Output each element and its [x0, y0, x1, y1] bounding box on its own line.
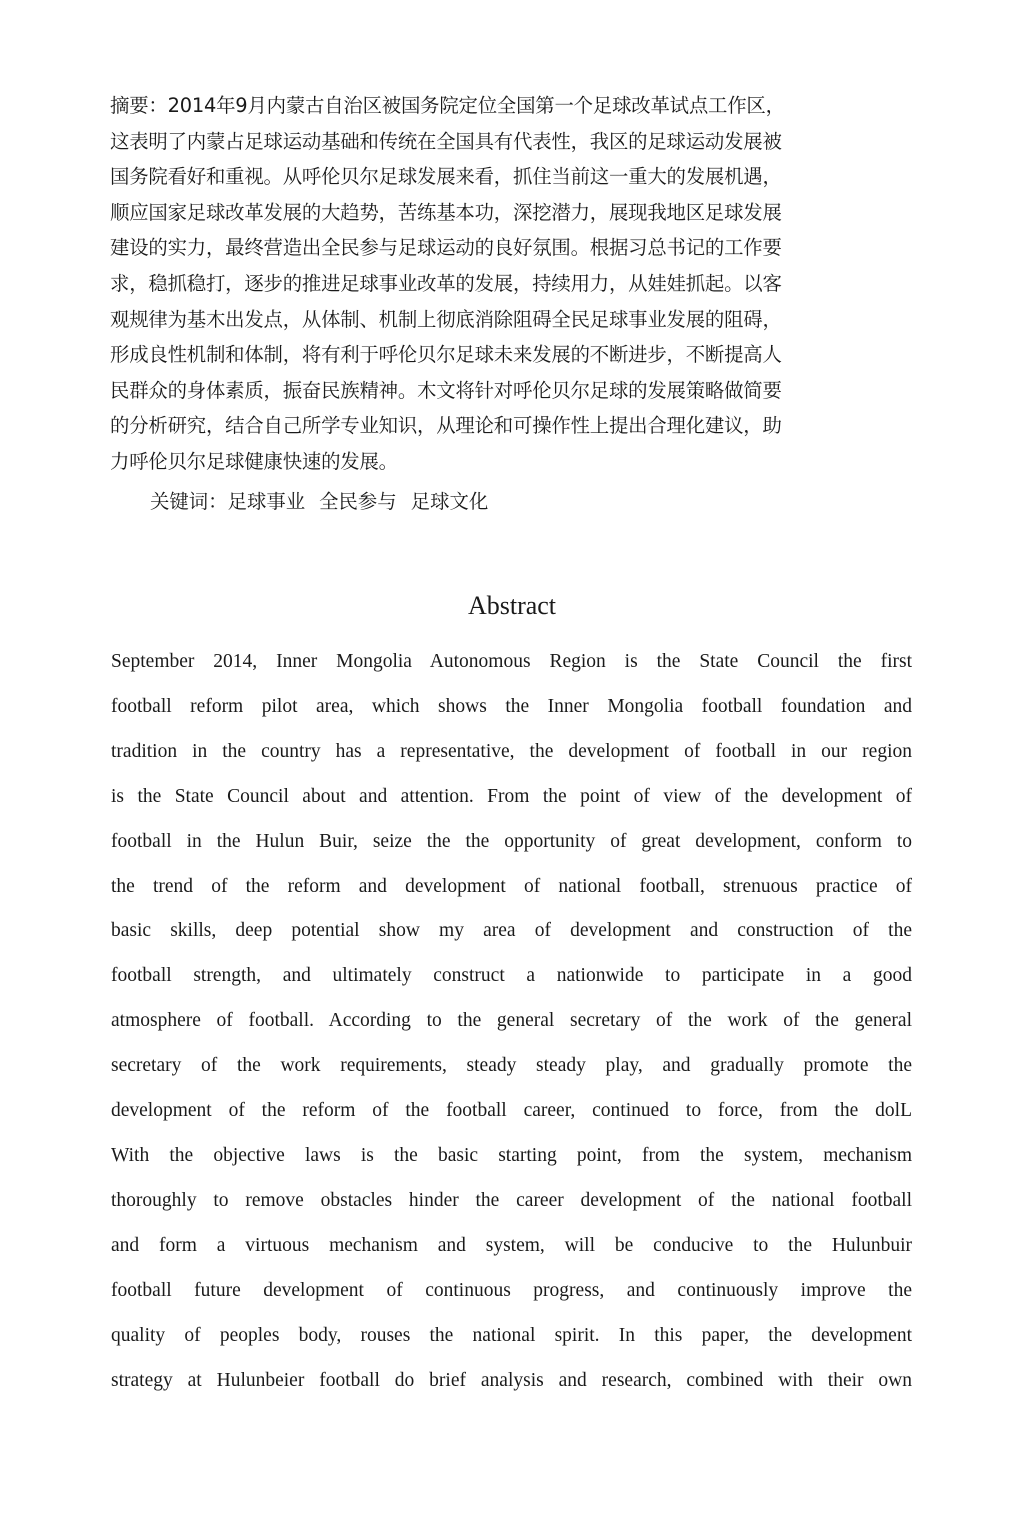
abstract-title: Abstract	[467, 591, 557, 620]
abstract-en-line: the trend of the reform and development of national football, strenuous practice of	[111, 875, 912, 897]
abstract-cn-line: 的分析研究，结合自己所学专业知识，从理论和可操作性上提出合理化建议，助	[110, 414, 782, 438]
abstract-en-line: quality of peoples body, rouses the national spirit. In this paper, the development	[111, 1324, 912, 1346]
keyword: 足球事业	[227, 490, 306, 513]
abstract-en-line: thoroughly to remove obstacles hinder the career development of the national football	[111, 1189, 912, 1211]
keywords-label: 关键词：	[150, 490, 228, 513]
abstract-cn-line: 顺应国家足球改革发展的大趋势，苦练基本功，深挖潜力，展现我地区足球发展	[110, 200, 782, 224]
abstract-en-line: strategy at Hulunbeier football do brief analysis and research, combined with their own	[111, 1369, 912, 1391]
abstract-en-line: football in the Hulun Buir, seize the the opportunity of great development, conform to	[111, 830, 912, 852]
chinese-abstract	[110, 88, 910, 480]
abstract-en-line: September 2014, Inner Mongolia Autonomous Region is the State Council the first	[111, 651, 912, 672]
abstract-en-line: secretary of the work requirements, steady steady play, and gradually promote the	[111, 1055, 912, 1077]
abstract-cn-line: 求，稳抓稳打，逐步的推进足球事业改革的发展，持续用力，从娃娃抓起。以客	[110, 271, 782, 295]
keyword: 全民参与	[319, 490, 397, 513]
abstract-cn-line: 国务院看好和重视。从呼伦贝尔足球发展来看，抓住当前这一重大的发展机遇，	[110, 165, 782, 189]
abstract-en-line: basic skills, deep potential show my area of development and construction of the	[111, 920, 912, 942]
abstract-en-line: development of the reform of the football career, continued to force, from the dolL	[111, 1100, 912, 1122]
abstract-cn-line: 观规律为基木出发点，从体制、机制上彻底消除阻碍全民足球事业发展的阻碍，	[110, 307, 782, 331]
abstract-en-line: atmosphere of football. According to the general secretary of the work of the general	[111, 1010, 912, 1032]
abstract-en-line: is the State Council about and attention. From the point of view of the development of	[111, 785, 912, 807]
abstract-cn-line: 力呼伦贝尔足球健康快速的发展。	[110, 449, 398, 473]
abstract-en-line: With the objective laws is the basic starting point, from the system, mechanism	[111, 1144, 912, 1166]
abstract-cn-line: 形成良性机制和体制，将有利于呼伦贝尔足球未来发展的不断进步，不断提高人	[110, 343, 782, 367]
abstract-en-line: football future development of continuous progress, and continuously improve the	[111, 1279, 912, 1301]
abstract-en-line: and form a virtuous mechanism and system, will be conducive to the Hulunbuir	[111, 1234, 912, 1256]
abstract-cn-line: 摘要：2014年9月内蒙古自治区被国务院定位全国第一个足球改革试点工作区，	[110, 94, 785, 117]
abstract-en-line: football reform pilot area, which shows the Inner Mongolia football foundation and	[111, 695, 912, 717]
abstract-en-line: football strength, and ultimately construct a nationwide to participate in a good	[111, 965, 912, 987]
abstract-cn-line: 建设的实力，最终营造出全民参与足球运动的良好氛围。根据习总书记的工作要	[110, 236, 782, 260]
abstract-cn-line: 民群众的身体素质，振奋民族精神。木文将针对呼伦贝尔足球的发展策略做简要	[110, 378, 782, 402]
english-abstract	[111, 640, 912, 1403]
abstract-en-line: tradition in the country has a representative, the development of football in our region	[111, 740, 912, 762]
keywords-line	[150, 484, 502, 520]
abstract-cn-line: 这表明了内蒙占足球运动基础和传统在全国具有代表性，我区的足球运动发展被	[110, 129, 782, 153]
keyword: 足球文化	[410, 490, 489, 513]
